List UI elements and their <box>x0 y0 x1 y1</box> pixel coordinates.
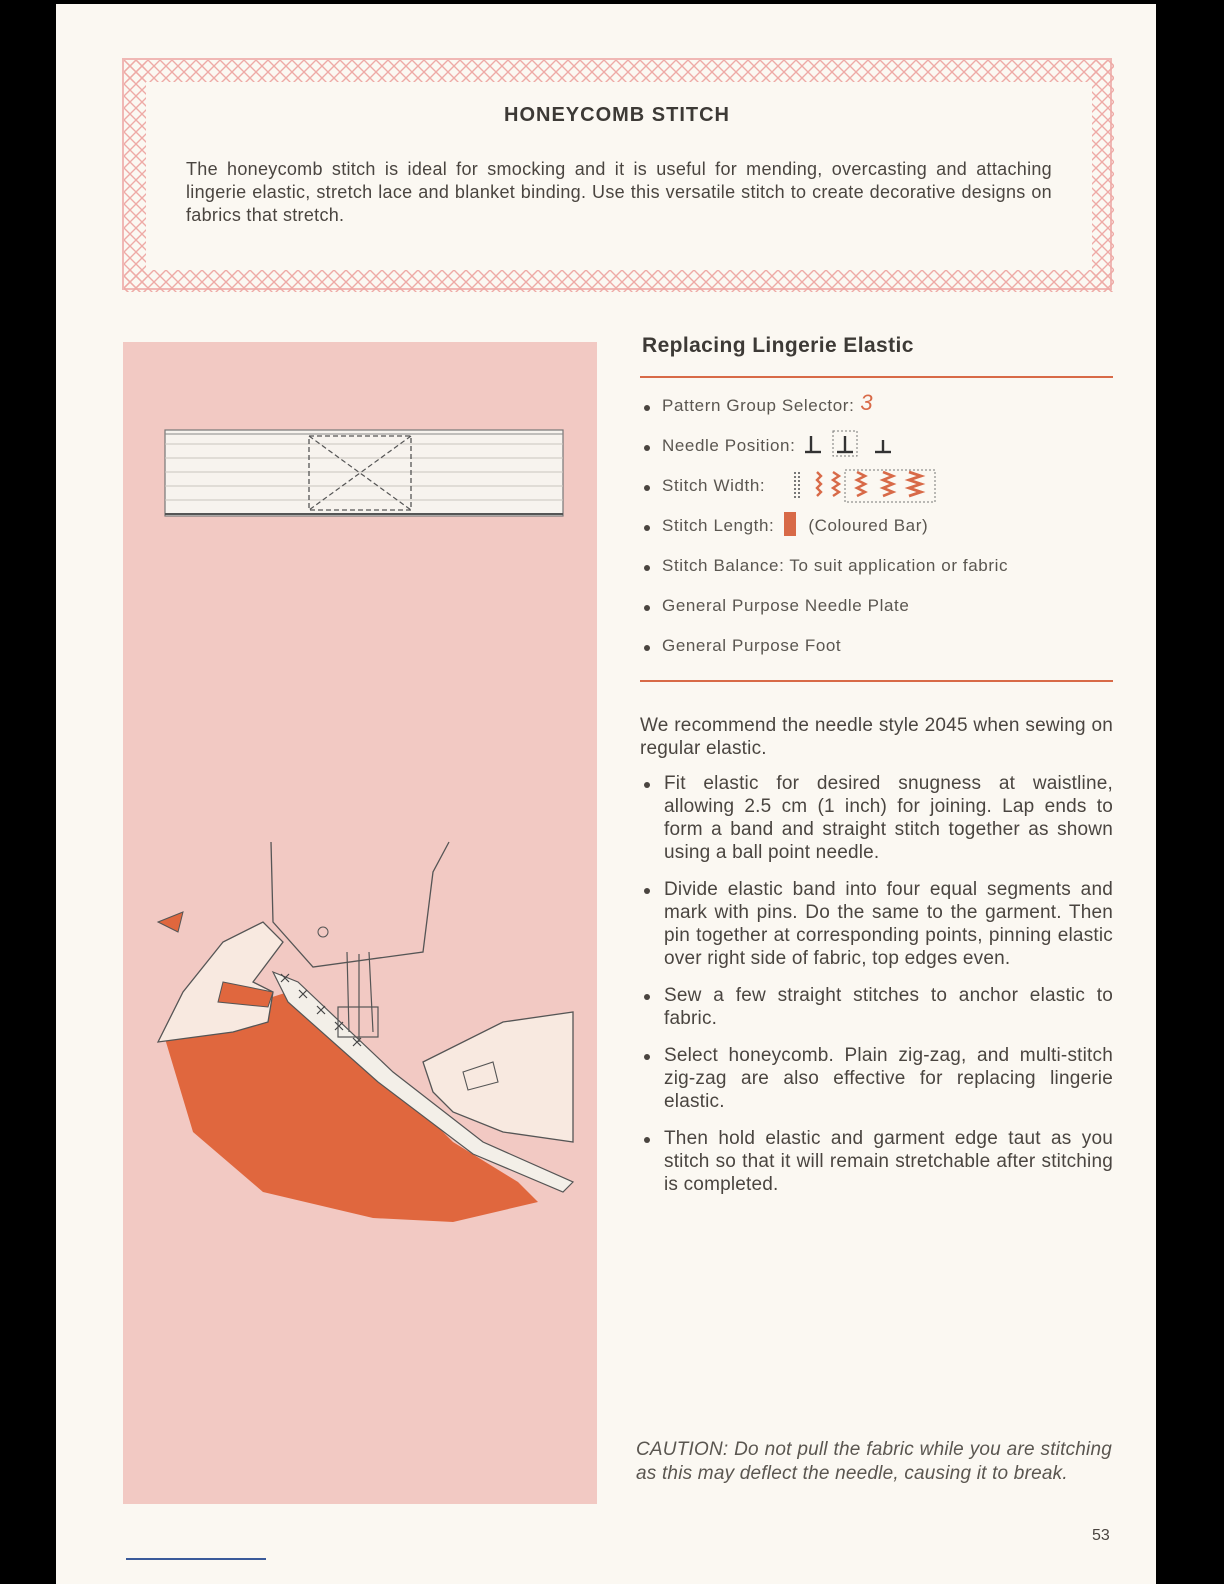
spec-stitch-length: Stitch Length: (Coloured Bar) <box>642 516 1112 556</box>
section-title: Replacing Lingerie Elastic <box>642 334 914 357</box>
sewing-hands-illustration <box>158 842 573 1222</box>
instruction-steps <box>640 772 1113 1210</box>
spec-foot: General Purpose Foot <box>642 636 1112 676</box>
top-divider <box>640 376 1113 378</box>
step-item: Divide elastic band into four equal segments and mark with pins. Do the same to the garment. Then pin together at corresponding points, pinning elastic over right side of fabric, top edges even. <box>640 878 1113 970</box>
step-item: Sew a few straight stitches to anchor elastic to fabric. <box>640 984 1113 1030</box>
scan-edge-mark <box>126 1558 266 1560</box>
page-number: 53 <box>1092 1527 1110 1544</box>
bottom-divider <box>640 680 1113 682</box>
pattern-group-symbol: 3 <box>860 390 874 415</box>
coloured-bar-icon <box>784 512 796 536</box>
spec-needle-position: Needle Position: <box>642 436 1112 476</box>
page-title: HONEYCOMB STITCH <box>504 104 730 126</box>
spec-stitch-width: Stitch Width: <box>642 476 1112 516</box>
spec-needle-plate: General Purpose Needle Plate <box>642 596 1112 636</box>
settings-list <box>642 390 1112 676</box>
step-item: Fit elastic for desired snugness at waistline, allowing 2.5 cm (1 inch) for joining. Lap ends to form a band and straight stitch together as shown using a ball point needle. <box>640 772 1113 864</box>
spec-pattern-group: Pattern Group Selector: 3 <box>642 396 1112 436</box>
recommendation-text: We recommend the needle style 2045 when sewing on regular elastic. <box>640 715 1113 759</box>
step-item: Then hold elastic and garment edge taut as you stitch so that it will remain stretchable after stitching is completed. <box>640 1127 1113 1196</box>
stitch-width-icon <box>789 466 939 504</box>
spec-stitch-balance: Stitch Balance: To suit application or fabric <box>642 556 1112 596</box>
intro-paragraph: The honeycomb stitch is ideal for smocking and it is useful for mending, overcasting and attaching lingerie elastic, stretch lace and blanket binding. Use this versatile stitch to create decorative designs on fabrics that stretch. <box>186 159 1052 225</box>
stitch-length-note: (Coloured Bar) <box>808 516 929 535</box>
elastic-join-diagram <box>123 342 597 1504</box>
caution-note: CAUTION: Do not pull the fabric while you are stitching as this may deflect the needle, causing it to break. <box>636 1439 1112 1484</box>
needle-position-icon <box>801 430 897 458</box>
illustration-panel <box>123 342 597 1504</box>
elastic-band-sample <box>165 430 563 516</box>
step-item: Select honeycomb. Plain zig-zag, and multi-stitch zig-zag are also effective for replacing lingerie elastic. <box>640 1044 1113 1113</box>
